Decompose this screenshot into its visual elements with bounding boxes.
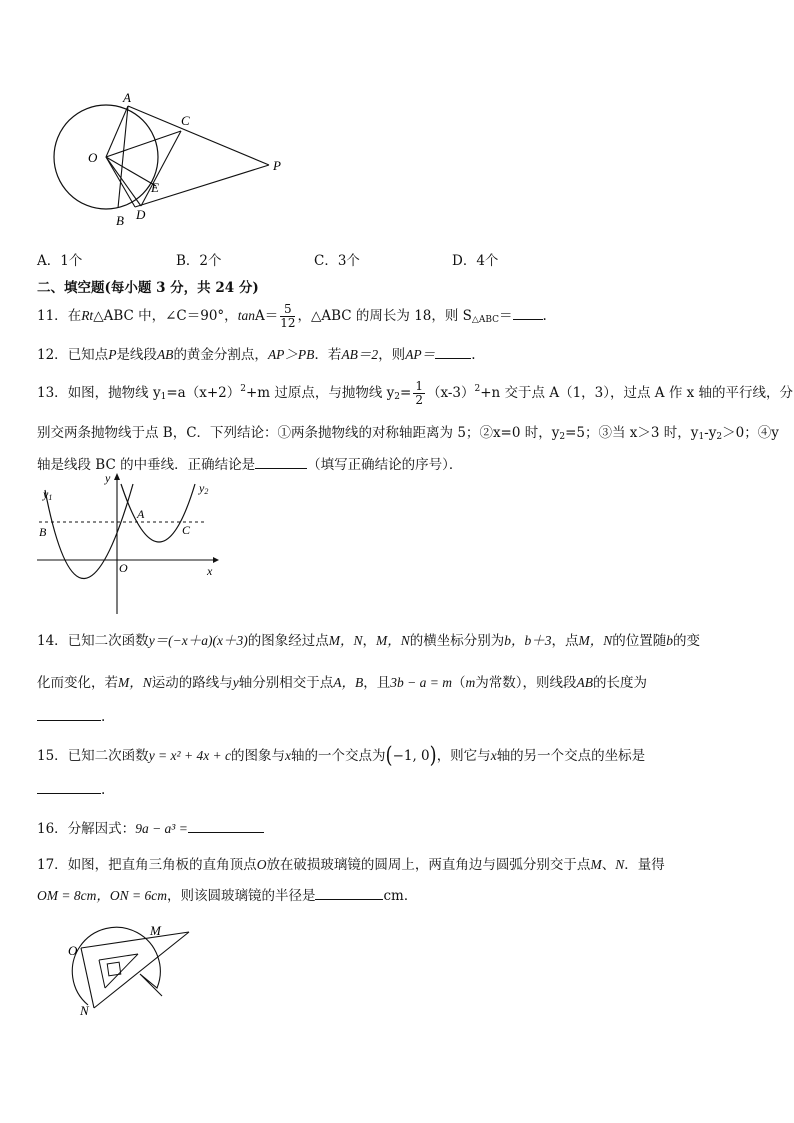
section-title: 二、填空题(每小题 3 分，共 24 分) bbox=[37, 280, 259, 296]
label-x: x bbox=[207, 564, 213, 578]
label-C: C bbox=[181, 113, 190, 128]
label-E: E bbox=[151, 180, 159, 195]
label-C: C bbox=[182, 523, 191, 537]
answer-blank-13[interactable] bbox=[255, 456, 307, 469]
question-16: 16．分解因式：9a − a³ = bbox=[37, 817, 264, 837]
label-M: M bbox=[150, 923, 161, 938]
question-15-line-1: 15．已知二次函数y = x² + 4x + c的图象与x轴的一个交点为(−1, 0)，则它与x轴的另一个交点的坐标是 bbox=[37, 742, 646, 769]
label-O: O bbox=[88, 150, 98, 165]
question-15-answer: . bbox=[37, 781, 105, 798]
label-B: B bbox=[39, 525, 47, 539]
question-17-line-2: OM = 8cm，ON = 6cm，则该圆玻璃镜的半径是 cm． bbox=[37, 888, 418, 904]
question-13-line-2: 别交两条抛物线于点 B，C．下列结论：①两条抛物线的对称轴距离为 5；②x=0 时，$y_2=5$；③当 x＞3 时，$y_1-y_2>0$；④y bbox=[37, 425, 779, 442]
option-c: C．3个 bbox=[314, 253, 360, 269]
answer-blank-16[interactable] bbox=[188, 820, 264, 833]
question-14-line-2: 化而变化，若M，N运动的路线与y轴分别相交于点A，B，且3b − a = m（m为常数），则线段AB的长度为 bbox=[37, 675, 647, 691]
label-A: A bbox=[123, 90, 131, 105]
option-b: B．2个 bbox=[176, 253, 222, 269]
question-12: 12．已知点P是线段AB的黄金分割点，AP＞PB．若AB＝2，则AP＝ . bbox=[37, 347, 476, 363]
circle-tangent-figure bbox=[40, 80, 300, 235]
question-14-line-1: 14．已知二次函数y＝(−x＋a)(x＋3)的图象经过点M，N，M，N的横坐标分别为b，b＋3，点M，N的位置随b的变 bbox=[37, 633, 701, 649]
label-B: B bbox=[116, 213, 124, 228]
answer-blank-11[interactable] bbox=[513, 307, 543, 320]
answer-blank-12[interactable] bbox=[435, 346, 471, 359]
parabola-figure bbox=[35, 470, 225, 618]
fraction-5-12: $\frac{5}{12}$ bbox=[280, 302, 296, 330]
label-y1: y1 bbox=[43, 487, 53, 502]
label-A: A bbox=[137, 507, 145, 521]
label-D: D bbox=[136, 207, 146, 222]
label-y2: y2 bbox=[199, 481, 209, 496]
question-13-line-1: 13．如图，抛物线 $y_1=a(x+2)^2+m$ 过原点，与抛物线 $y_2=$ $\frac{1}{2}$ $(x-3)^2+n$ 交于点 A（1，3），过点 A 作 x 轴的平行线，分 bbox=[37, 379, 794, 407]
option-a: A．1个 bbox=[37, 253, 83, 269]
label-N: N bbox=[80, 1003, 89, 1018]
option-d: D．4个 bbox=[452, 253, 499, 269]
label-P: P bbox=[273, 158, 281, 173]
question-17-line-1: 17．如图，把直角三角板的直角顶点O放在破损玻璃镜的圆周上，两直角边与圆弧分别交于点M、N．量得 bbox=[37, 857, 665, 873]
question-13-line-3: 轴是线段 BC 的中垂线．正确结论是 （填写正确结论的序号）． bbox=[37, 457, 463, 473]
question-11: 11．在Rt△ABC 中，∠C＝90°，tanA＝ $\frac{5}{12}$ ，△ABC 的周长为 18，则 $S_{\triangle ABC}=$ . bbox=[37, 302, 547, 330]
label-y-axis: y bbox=[105, 471, 111, 485]
answer-blank-17[interactable] bbox=[315, 887, 383, 900]
broken-mirror-figure bbox=[64, 918, 204, 1023]
question-14-answer: . bbox=[37, 708, 105, 725]
answer-blank-14[interactable] bbox=[37, 708, 101, 721]
fraction-1-2: $\frac{1}{2}$ bbox=[415, 379, 423, 407]
label-O: O bbox=[68, 943, 78, 958]
answer-blank-15[interactable] bbox=[37, 781, 101, 794]
label-O: O bbox=[119, 561, 128, 575]
